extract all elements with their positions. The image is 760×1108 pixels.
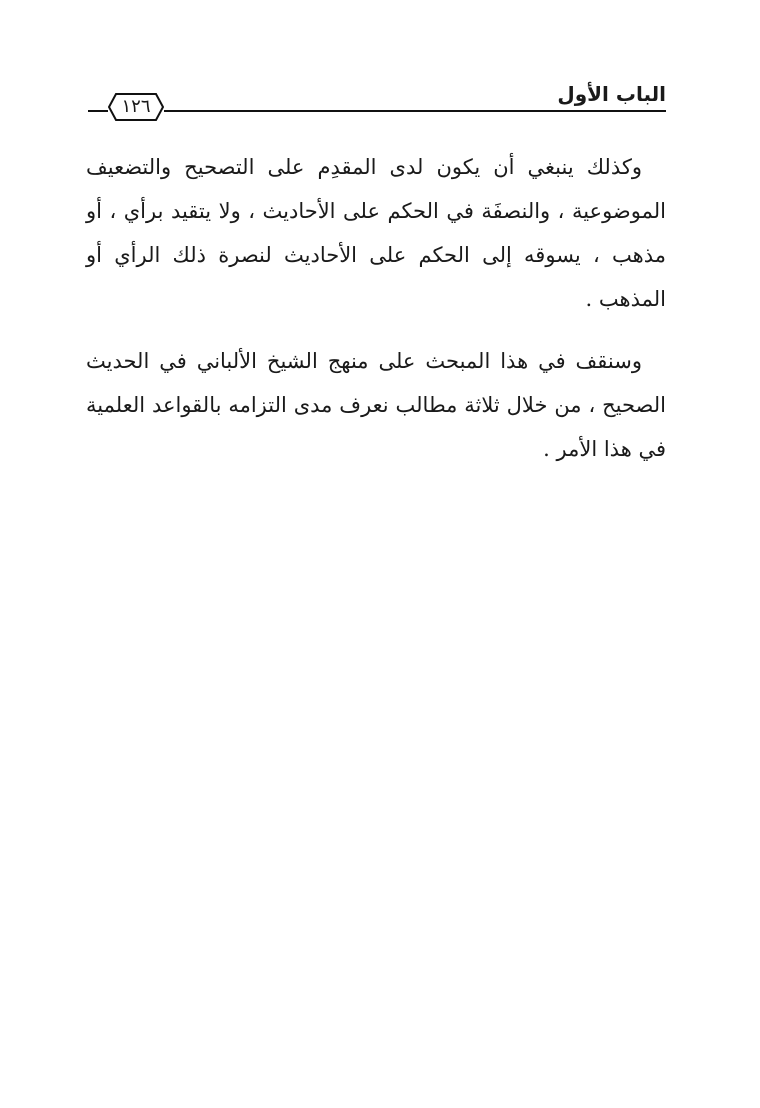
header-rule [88,110,666,112]
page-number: ١٢٦ [121,96,151,117]
chapter-title: الباب الأول [557,82,666,106]
body-text [86,145,666,489]
running-header [88,80,666,126]
paragraph-1: وكذلك ينبغي أن يكون لدى المقدِم على التصحيح والتضعيف الموضوعية ، والنصفَة في الحكم على الأحاديث ، ولا يتقيد برأي ، أو مذهب ، يسوقه إلى الحكم على الأحاديث لنصرة ذلك الرأي أو المذهب . [86,155,666,311]
page-number-frame [108,92,164,122]
paragraph-2: وسنقف في هذا المبحث على منهج الشيخ الألباني في الحديث الصحيح ، من خلال ثلاثة مطالب نعرف مدى التزامه بالقواعد العلمية في هذا الأمر . [86,349,666,461]
